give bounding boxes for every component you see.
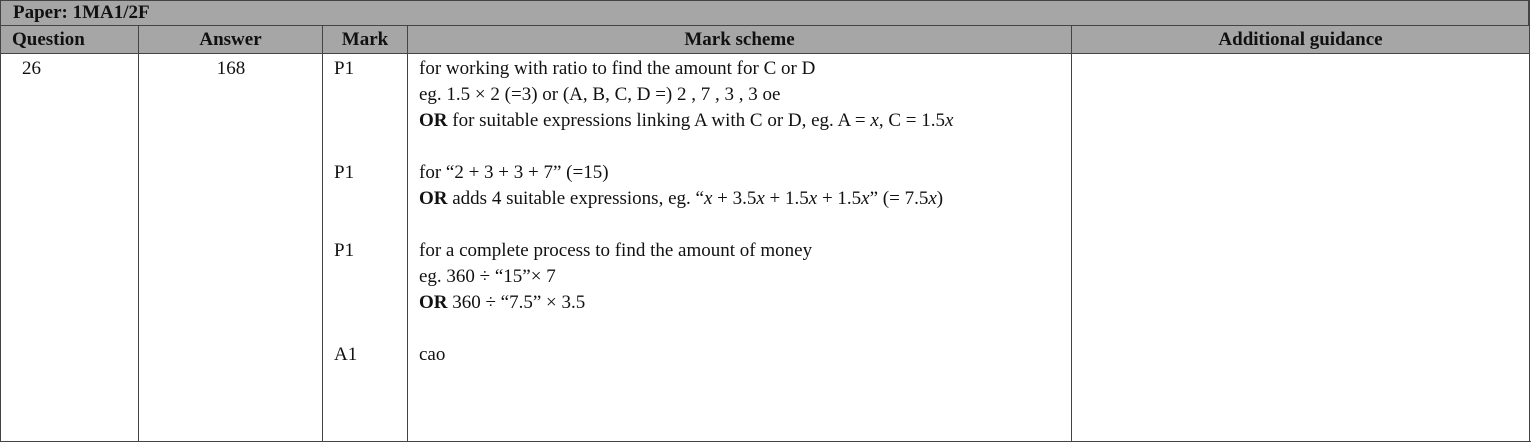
answer-value: 168 xyxy=(216,58,246,79)
additional-guidance-cell xyxy=(1072,54,1529,442)
scheme-line: OR for suitable expressions linking A with C or D, eg. A = x, C = 1.5x xyxy=(419,110,954,131)
scheme-line: cao xyxy=(419,344,446,365)
question-cell xyxy=(1,54,139,442)
scheme-line: for a complete process to find the amount of money xyxy=(419,240,813,261)
or-keyword: OR xyxy=(419,188,448,209)
scheme-line: OR 360 ÷ “7.5” × 3.5 xyxy=(419,292,586,313)
mark-code: P1 xyxy=(334,58,355,79)
question-number: 26 xyxy=(22,58,41,79)
scheme-line: OR adds 4 suitable expressions, eg. “x + 3.5x + 1.5x + 1.5x” (= 7.5x) xyxy=(419,188,944,209)
or-keyword: OR xyxy=(419,292,448,313)
paper-title: Paper: 1MA1/2F xyxy=(0,0,1529,26)
mark-code: A1 xyxy=(334,344,358,365)
or-keyword: OR xyxy=(419,110,448,131)
mark-cell xyxy=(323,54,408,442)
answer-cell xyxy=(139,54,323,442)
mark-code: P1 xyxy=(334,162,355,183)
header-mark: Mark xyxy=(323,26,408,54)
header-additional-guidance: Additional guidance xyxy=(1072,26,1530,54)
table-border-right xyxy=(1529,0,1530,442)
header-answer: Answer xyxy=(139,26,323,54)
mark-code: P1 xyxy=(334,240,355,261)
header-mark-scheme: Mark scheme xyxy=(408,26,1072,54)
scheme-line: eg. 360 ÷ “15”× 7 xyxy=(419,266,556,287)
scheme-line: eg. 1.5 × 2 (=3) or (A, B, C, D =) 2 , 7 , 3 , 3 oe xyxy=(419,84,781,105)
header-question: Question xyxy=(1,26,139,54)
scheme-line: for “2 + 3 + 3 + 7” (=15) xyxy=(419,162,609,183)
scheme-line: for working with ratio to find the amount for C or D xyxy=(419,58,816,79)
mark-scheme-cell xyxy=(408,54,1072,442)
